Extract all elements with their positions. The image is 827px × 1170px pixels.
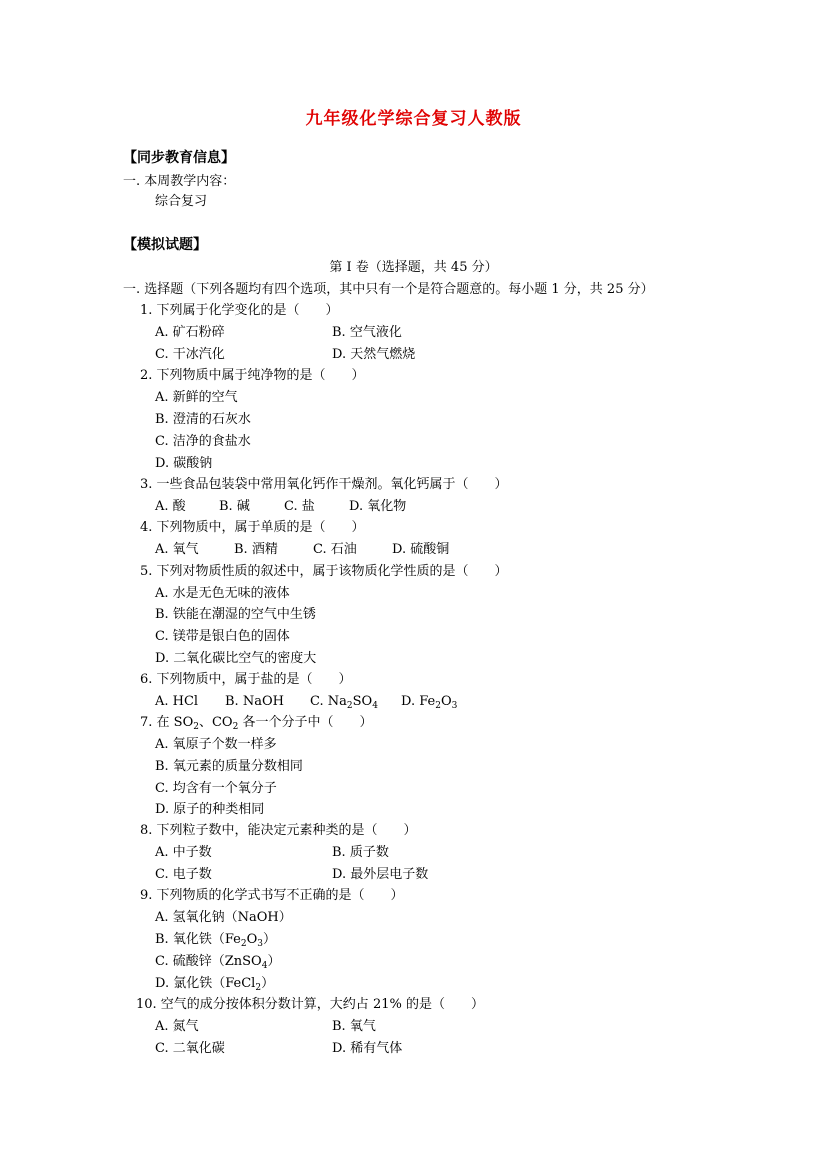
question-4-option-d: D. 硫酸铜: [392, 542, 450, 557]
question-4-stem: 4. 下列物质中，属于单质的是（ ）: [140, 520, 365, 535]
instructions: 一. 选择题（下列各题均有四个选项，其中只有一个是符合题意的。每小题 1 分，共 25 分）: [123, 282, 654, 297]
part-title: 第 I 卷（选择题，共 45 分）: [329, 260, 498, 275]
section-sync-info: 【同步教育信息】: [123, 150, 235, 166]
question-2-option-a: A. 新鲜的空气: [155, 390, 238, 405]
question-2-option-c: C. 洁净的食盐水: [155, 434, 251, 449]
question-3-option-d: D. 氧化物: [349, 499, 407, 514]
question-10-option-b: B. 氧气: [332, 1019, 376, 1034]
question-2-option-b: B. 澄清的石灰水: [155, 412, 251, 427]
question-3-stem: 3. 一些食品包装袋中常用氧化钙作干燥剂。氧化钙属于（ ）: [140, 477, 508, 492]
question-5-option-b: B. 铁能在潮湿的空气中生锈: [155, 607, 316, 622]
question-6-option-d: D. $Fe_2O_3$: [401, 694, 458, 711]
question-4-option-b: B. 酒精: [234, 542, 278, 557]
question-9-option-a: A. 氢氧化钠（NaOH）: [155, 910, 292, 925]
question-7-option-c: C. 均含有一个氧分子: [155, 781, 277, 796]
question-6-option-b: B. NaOH: [225, 694, 284, 709]
question-8-option-b: B. 质子数: [332, 845, 389, 860]
question-6-stem: 6. 下列物质中，属于盐的是（ ）: [140, 672, 352, 687]
section-mock-test: 【模拟试题】: [123, 237, 207, 253]
question-8-stem: 8. 下列粒子数中，能决定元素种类的是（ ）: [140, 823, 417, 838]
question-8-option-c: C. 电子数: [155, 867, 212, 882]
question-3-option-a: A. 酸: [155, 499, 186, 514]
question-1-option-b: B. 空气液化: [332, 325, 402, 340]
week-content-label: 一. 本周教学内容：: [123, 174, 236, 189]
question-1-option-a: A. 矿石粉碎: [155, 325, 225, 340]
week-content-value: 综合复习: [155, 194, 208, 209]
question-4-option-c: C. 石油: [313, 542, 357, 557]
question-1-stem: 1. 下列属于化学变化的是（ ）: [140, 303, 339, 318]
question-5-stem: 5. 下列对物质性质的叙述中，属于该物质化学性质的是（ ）: [140, 564, 508, 579]
question-1-option-d: D. 天然气燃烧: [332, 347, 416, 362]
question-5-option-a: A. 水是无色无味的液体: [155, 586, 290, 601]
question-9-stem: 9. 下列物质的化学式书写不正确的是（ ）: [140, 888, 404, 903]
question-8-option-d: D. 最外层电子数: [332, 867, 429, 882]
question-2-stem: 2. 下列物质中属于纯净物的是（ ）: [140, 368, 365, 383]
question-7-option-a: A. 氧原子个数一样多: [155, 737, 277, 752]
question-8-option-a: A. 中子数: [155, 845, 212, 860]
question-7-option-d: D. 原子的种类相同: [155, 802, 265, 817]
question-10-option-d: D. 稀有气体: [332, 1041, 403, 1056]
question-3-option-c: C. 盐: [284, 499, 315, 514]
question-10-option-a: A. 氮气: [155, 1019, 199, 1034]
question-7-option-b: B. 氧元素的质量分数相同: [155, 759, 303, 774]
question-7-stem: 7. 在 $SO_2$、$CO_2$ 各一个分子中（ ）: [140, 715, 373, 732]
question-6-option-a: A. HCl: [155, 694, 199, 709]
question-9-option-d: D. 氯化铁（FeCl$_2$）: [155, 976, 275, 993]
question-3-option-b: B. 碱: [219, 499, 250, 514]
question-4-option-a: A. 氧气: [155, 542, 199, 557]
question-1-option-c: C. 干冰汽化: [155, 347, 225, 362]
question-2-option-d: D. 碳酸钠: [155, 456, 213, 471]
question-10-option-c: C. 二氧化碳: [155, 1041, 225, 1056]
document-title: 九年级化学综合复习人教版: [305, 109, 522, 129]
question-10-stem: 10. 空气的成分按体积分数计算，大约占 21% 的是（ ）: [136, 997, 484, 1012]
question-6-option-c: C. $Na_2SO_4$: [310, 694, 378, 711]
question-9-option-c: C. 硫酸锌（ZnSO$_4$）: [155, 954, 281, 971]
question-9-option-b: B. 氧化铁$(Fe_2O_3)$: [155, 932, 276, 949]
question-5-option-d: D. 二氧化碳比空气的密度大: [155, 651, 317, 666]
question-5-option-c: C. 镁带是银白色的固体: [155, 629, 290, 644]
